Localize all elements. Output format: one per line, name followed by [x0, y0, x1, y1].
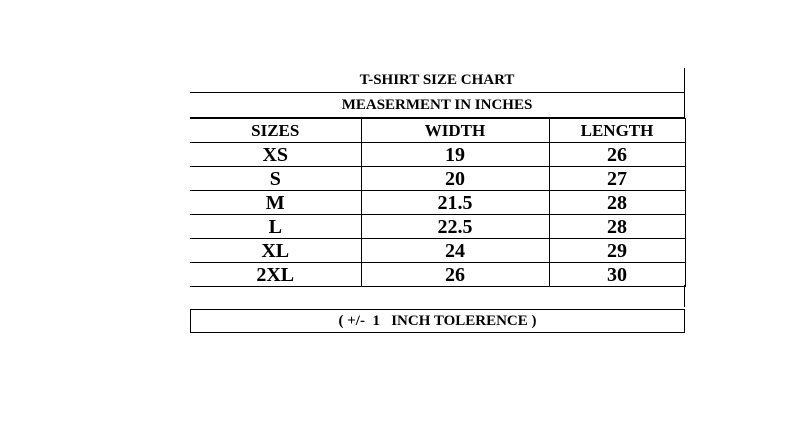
size-cell: L: [190, 215, 361, 239]
length-cell: 27: [549, 167, 685, 191]
width-cell: 22.5: [361, 215, 549, 239]
length-cell: 30: [549, 263, 685, 287]
table-row: [190, 239, 685, 263]
size-cell: XS: [190, 143, 361, 167]
chart-subtitle: MEASERMENT IN INCHES: [190, 93, 685, 118]
spacer-row: [190, 285, 685, 307]
table-row: [190, 167, 685, 191]
chart-title: T-SHIRT SIZE CHART: [190, 68, 685, 93]
size-cell: M: [190, 191, 361, 215]
size-cell: 2XL: [190, 263, 361, 287]
width-cell: 21.5: [361, 191, 549, 215]
table-row: [190, 263, 685, 287]
size-cell: XL: [190, 239, 361, 263]
width-cell: 20: [361, 167, 549, 191]
table-row: [190, 215, 685, 239]
width-cell: 19: [361, 143, 549, 167]
header-length: LENGTH: [549, 119, 685, 143]
length-cell: 26: [549, 143, 685, 167]
tolerance-note: ( +/- 1 INCH TOLERENCE ): [190, 309, 685, 333]
size-cell: S: [190, 167, 361, 191]
width-cell: 26: [361, 263, 549, 287]
length-cell: 28: [549, 215, 685, 239]
table-row: [190, 143, 685, 167]
header-width: WIDTH: [361, 119, 549, 143]
width-cell: 24: [361, 239, 549, 263]
size-table: [190, 118, 686, 287]
table-row: [190, 191, 685, 215]
header-sizes: SIZES: [190, 119, 361, 143]
table-header-row: [190, 119, 685, 143]
length-cell: 29: [549, 239, 685, 263]
length-cell: 28: [549, 191, 685, 215]
